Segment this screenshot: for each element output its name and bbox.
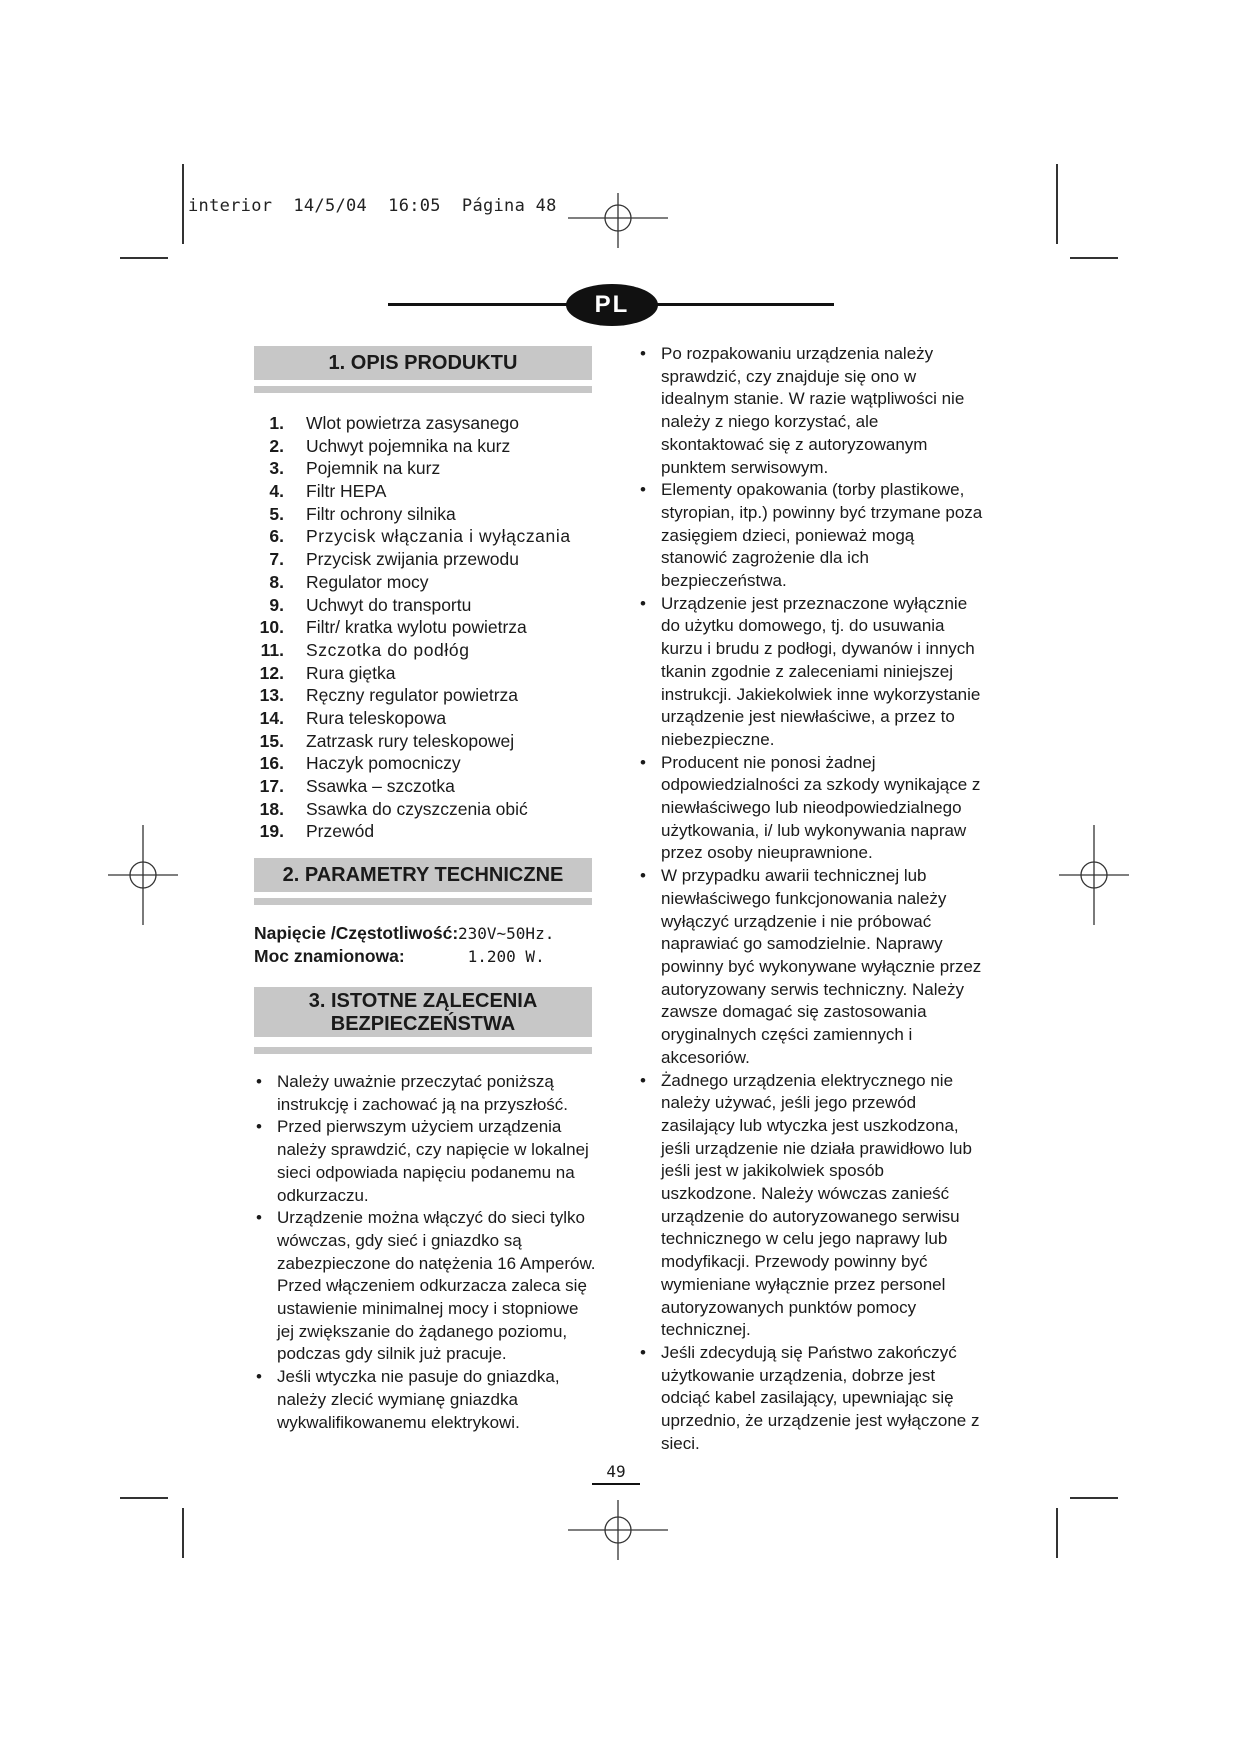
item-label: Przycisk zwijania przewodu: [306, 549, 519, 570]
item-number: 5.: [269, 503, 284, 524]
section-rule: [254, 1047, 592, 1054]
list-item: • Elementy opakowania (torby plastikowe, styropian, itp.) powinny być trzymane poza zasięgiem dzieci, ponieważ mogą stanowić zagrożenie dla ich bezpieczeństwa.: [638, 479, 983, 593]
list-item: [254, 548, 571, 571]
item-number: 10.: [259, 617, 284, 638]
section-heading: [254, 346, 592, 380]
safety-list-right: [638, 343, 983, 1455]
list-item: [254, 662, 571, 685]
list-item: [254, 594, 571, 617]
list-item: [254, 798, 571, 821]
list-item: [254, 525, 571, 548]
item-label: Ręczny regulator powietrza: [306, 685, 519, 706]
item-label: Filtr HEPA: [306, 481, 387, 502]
item-number: 9.: [269, 594, 284, 615]
item-label: Przewód: [306, 821, 375, 842]
list-item: • Żadnego urządzenia elektrycznego nie należy używać, jeśli jego przewód zasilający lub wtyczka jest uszkodzona, jeśli urządzenie nie działa prawidłowo lub jeśli jest w jakikolwiek sposób uszkodzone. Należy wówczas zanieść urządzenie do autoryzowanego serwisu technicznego w celu jego naprawy lub modyfikacji. Przewody powinny być wymieniane wyłącznie przez personel autoryzowanych punktów pomocy technicznej.: [638, 1070, 983, 1342]
item-label: Szczotka do podłóg: [306, 639, 470, 660]
spec-row: [254, 945, 554, 968]
list-item: [254, 820, 571, 843]
crop-mark: [1070, 257, 1118, 259]
item-number: 13.: [259, 685, 284, 706]
crop-mark: [1070, 1497, 1118, 1499]
item-label: Rura teleskopowa: [306, 707, 447, 728]
item-number: 18.: [259, 798, 284, 819]
item-number: 11.: [260, 639, 284, 660]
list-item: [254, 412, 571, 435]
section-title: 1. OPIS PRODUKTU: [328, 352, 518, 374]
item-number: 4.: [269, 481, 284, 502]
list-item: [254, 707, 571, 730]
list-item: [254, 616, 571, 639]
list-item: [254, 684, 571, 707]
section-rule: [254, 386, 592, 393]
spec-value: 1.200 W.: [458, 947, 545, 966]
item-number: 12.: [259, 662, 284, 683]
item-number: 1.: [269, 413, 284, 433]
item-label: Uchwyt pojemnika na kurz: [306, 435, 511, 456]
list-item: [254, 775, 571, 798]
section-rule: [254, 898, 592, 905]
crop-mark: [120, 257, 168, 259]
item-number: 16.: [259, 753, 284, 774]
item-label: Uchwyt do transportu: [306, 594, 472, 615]
item-label: Przycisk włączania i wyłączania: [306, 526, 571, 547]
safety-list-left: [254, 1071, 599, 1434]
list-item: • W przypadku awarii technicznej lub niewłaściwego funkcjonowania należy wyłączyć urządzenie i nie próbować naprawiać go samodzielnie. Naprawy powinny być wykonywane wyłącznie przez autoryzowany serwis techniczny. Należy zawsze domagać się zastosowania oryginalnych części zamiennych i akcesoriów.: [638, 865, 983, 1069]
item-label: Haczyk pomocniczy: [306, 753, 461, 774]
registration-mark-icon: [1044, 825, 1144, 925]
list-item: • Producent nie ponosi żadnej odpowiedzialności za szkody wynikające z niewłaściwego lub nieodpowiedzialnego użytkowania, i/ lub wykonywania napraw przez osoby nieuprawnione.: [638, 752, 983, 866]
section-title: BEZPIECZEŃSTWA: [330, 1013, 516, 1035]
item-number: 3.: [269, 458, 284, 479]
item-number: 15.: [259, 730, 284, 751]
list-item: • Jeśli wtyczka nie pasuje do gniazdka, należy zlecić wymianę gniazdka wykwalifikowanemu elektrykowi.: [254, 1366, 599, 1434]
item-number: 8.: [269, 571, 284, 592]
list-item: [254, 639, 571, 662]
item-label: Zatrzask rury teleskopowej: [306, 730, 515, 751]
language-badge: PL: [566, 284, 658, 326]
item-label: Rura giętka: [306, 662, 396, 683]
item-label: Filtr ochrony silnika: [306, 503, 456, 524]
item-number: 14.: [259, 707, 284, 728]
list-item: • Urządzenie jest przeznaczone wyłącznie do użytku domowego, tj. do usuwania kurzu i brudu z podłogi, dywanów i innych tkanin zgodnie z zaleceniami niniejszej instrukcji. Jakiekolwiek inne wykorzystanie urządzenie jest niewłaściwe, a przez to niebezpieczne.: [638, 593, 983, 752]
spec-label: Napięcie /Częstotliwość:: [254, 923, 459, 943]
section-heading: [254, 858, 592, 892]
list-item: • Należy uważnie przeczytać poniższą instrukcję i zachować ją na przyszłość.: [254, 1071, 599, 1116]
item-label: Ssawka – szczotka: [306, 776, 455, 796]
list-item: [254, 503, 571, 526]
list-item: • Po rozpakowaniu urządzenia należy sprawdzić, czy znajduje się ono w idealnym stanie. W razie wątpliwości nie należy z niego korzystać, ale skontaktować się z autoryzowanym punktem serwisowym.: [638, 343, 983, 479]
item-label: Wlot powietrza zasysanego: [306, 413, 520, 433]
item-label: Pojemnik na kurz: [306, 458, 441, 479]
crop-mark: [120, 1497, 168, 1499]
item-number: 19.: [259, 821, 284, 842]
list-item: • Przed pierwszym użyciem urządzenia należy sprawdzić, czy napięcie w lokalnej sieci odpowiada napięciu podanemu na odkurzaczu.: [254, 1116, 599, 1207]
item-label: Filtr/ kratka wylotu powietrza: [306, 617, 527, 638]
spec-label: Moc znamionowa:: [254, 946, 405, 966]
list-item: [254, 730, 571, 753]
item-number: 7.: [269, 549, 284, 570]
item-label: Ssawka do czyszczenia obić: [306, 798, 528, 819]
section-title: 2. PARAMETRY TECHNICZNE: [282, 864, 564, 886]
crop-mark: [1056, 1508, 1058, 1558]
technical-specs: [254, 922, 554, 968]
crop-mark: [182, 164, 184, 244]
list-item: [254, 457, 571, 480]
page-number: 49: [592, 1462, 640, 1485]
list-item: • Jeśli zdecydują się Państwo zakończyć użytkowanie urządzenia, dobrze jest odciąć kabel zasilający, upewniając się uprzednio, że urządzenie jest wyłączone z sieci.: [638, 1342, 983, 1456]
spec-value: 230V~50Hz.: [458, 924, 555, 943]
section-heading: [254, 987, 592, 1037]
list-item: • Urządzenie można włączyć do sieci tylko wówczas, gdy sieć i gniazdko są zabezpieczone do natężenia 16 Amperów. Przed włączeniem odkurzacza zaleca się ustawienie minimalnej mocy i stopniowe jej zwiększanie do żądanego poziomu, podczas gdy silnik już pracuje.: [254, 1207, 599, 1366]
crop-mark: [1056, 164, 1058, 244]
section-title: 3. ISTOTNE ZĄLECENIA: [308, 990, 538, 1012]
print-slug: interior 14/5/04 16:05 Página 48: [188, 196, 557, 216]
registration-mark-icon: [93, 825, 193, 925]
list-item: [254, 571, 571, 594]
item-label: Regulator mocy: [306, 571, 429, 592]
spec-row: [254, 922, 554, 945]
item-number: 17.: [259, 776, 284, 796]
list-item: [254, 752, 571, 775]
parts-list: [254, 412, 571, 843]
item-number: 2.: [269, 435, 284, 456]
list-item: [254, 435, 571, 458]
list-item: [254, 480, 571, 503]
registration-mark-icon: [568, 1480, 668, 1580]
registration-mark-icon: [568, 168, 668, 268]
crop-mark: [182, 1508, 184, 1558]
item-number: 6.: [269, 526, 284, 547]
